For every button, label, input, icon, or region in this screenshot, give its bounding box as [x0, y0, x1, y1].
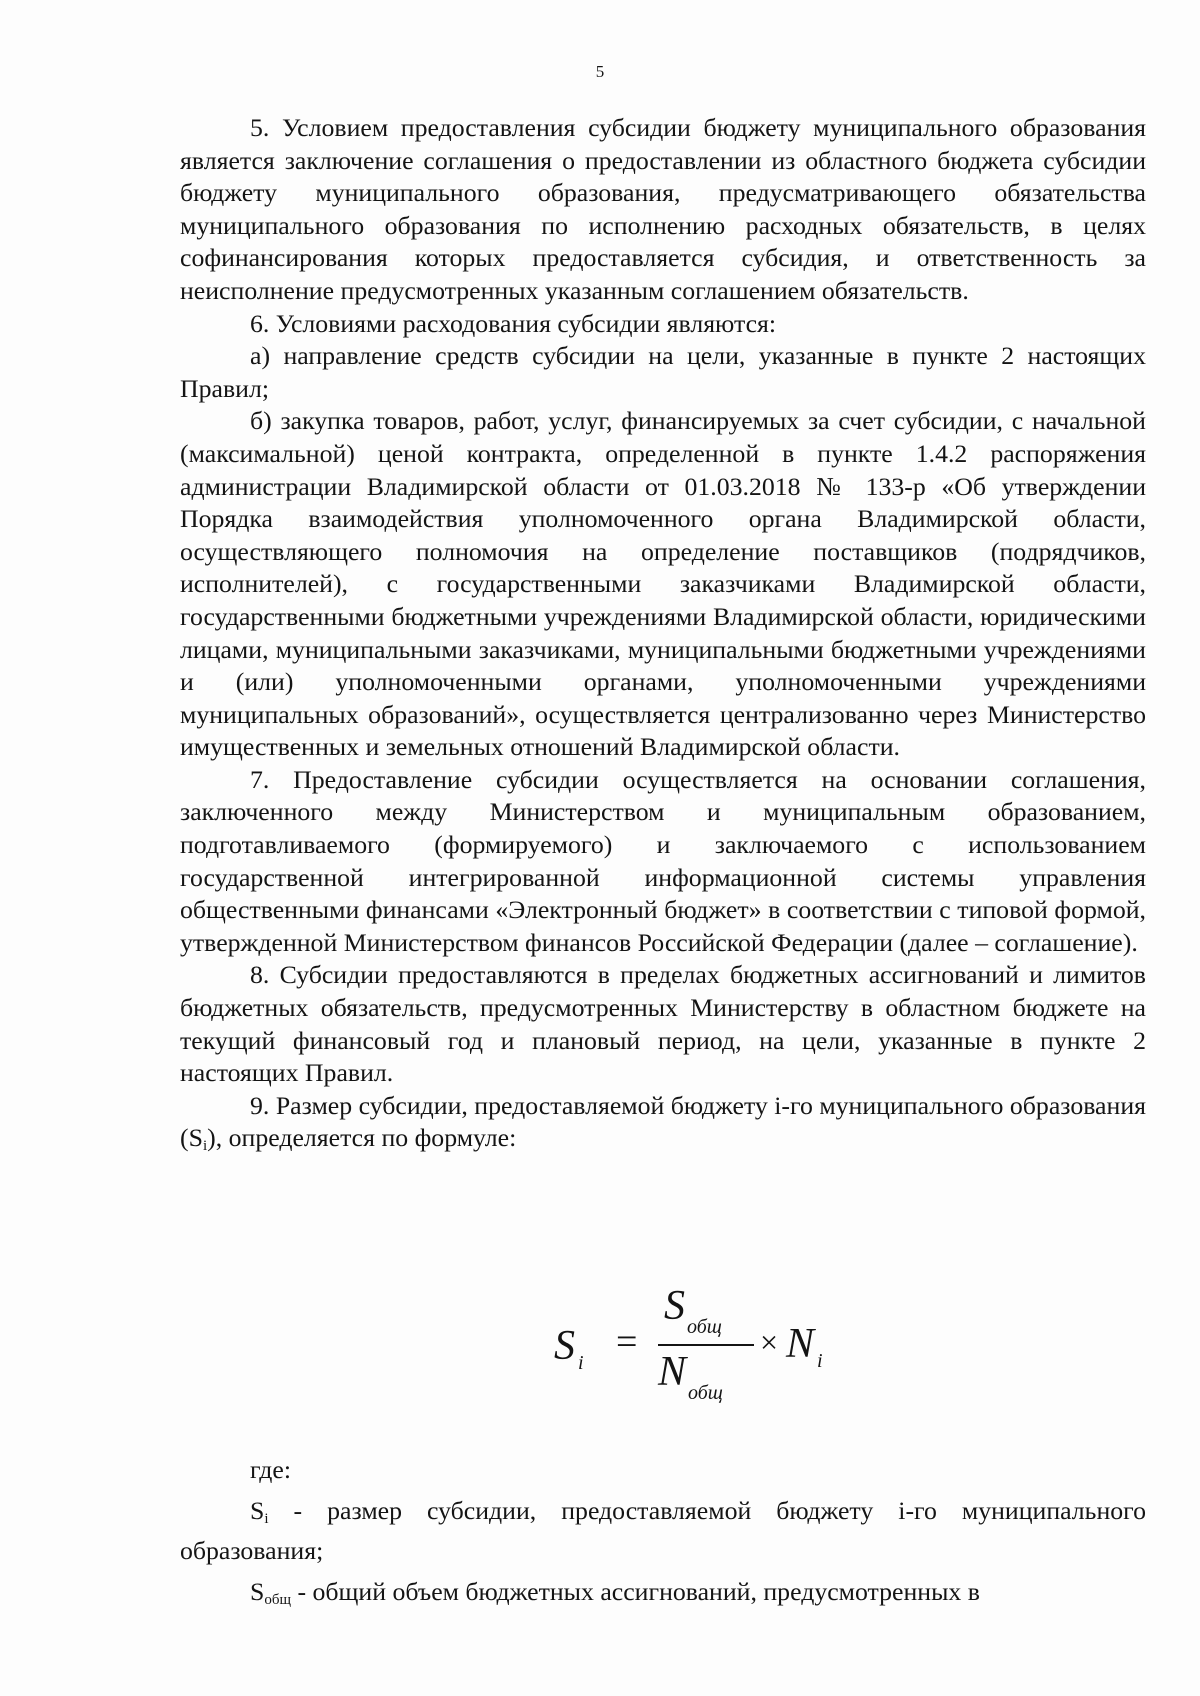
- page-number: 5: [595, 62, 605, 81]
- formula-rhs-subscript: i: [817, 1350, 823, 1372]
- formula-fraction-bar: [658, 1344, 754, 1346]
- definition-si: [180, 1495, 1146, 1568]
- definition-si-text: - размер субсидии, предоставляемой бюджету i-го муниципального образования;: [180, 1495, 1146, 1566]
- formula-numerator-subscript: общ: [687, 1316, 722, 1338]
- formula-times: ×: [760, 1324, 779, 1360]
- formula-denominator: [658, 1348, 723, 1405]
- definition-si-symbol: S: [250, 1495, 265, 1525]
- document-body: [180, 112, 1146, 1163]
- definition-sobsch-subscript: общ: [264, 1591, 292, 1608]
- formula-lhs-subscript: i: [578, 1352, 584, 1374]
- formula-rhs-symbol: N: [786, 1321, 815, 1367]
- paragraph-9-text-before: 9. Размер субсидии, предоставляемой бюджету i-го муниципального образования (S: [180, 1090, 1146, 1153]
- where-label: где:: [250, 1455, 292, 1484]
- paragraph-5: 5. Условием предоставления субсидии бюджету муниципального образования является заключение соглашения о предоставлении из областного бюджета субсидии бюджету муниципального образования, предусматривающего обязательства муниципального образования по исполнению расходных обязательств, в целях софинансирования которых предоставляется субсидия, и ответственность за неисполнение предусмотренных указанным соглашением обязательств.: [180, 113, 1146, 305]
- paragraph-6: 6. Условиями расходования субсидии являются:: [250, 308, 777, 338]
- formula-denominator-subscript: общ: [688, 1382, 723, 1404]
- paragraph-6a: а) направление средств субсидии на цели, указанные в пункте 2 настоящих Правил;: [180, 341, 1146, 403]
- formula-numerator-symbol: S: [664, 1283, 685, 1329]
- formula-rhs: [786, 1320, 823, 1373]
- formula-numerator: [664, 1282, 722, 1339]
- paragraph-7: 7. Предоставление субсидии осуществляется на основании соглашения, заключенного между Министерством и муниципальным образованием, подготавливаемого (формируемого) и заключаемого с использованием государственной интегрированной информационной системы управления общественными финансами «Электронный бюджет» в соответствии с типовой формой, утвержденной Министерством финансов Российской Федерации (далее – соглашение).: [180, 764, 1146, 957]
- formula-denominator-symbol: N: [658, 1349, 687, 1395]
- definition-sobsch-symbol: S: [250, 1576, 265, 1606]
- formula-lhs-symbol: S: [554, 1323, 575, 1369]
- definition-sobsch: [180, 1576, 1146, 1617]
- paragraph-9-text-after: ), определяется по формуле:: [207, 1123, 517, 1153]
- formula-lhs: [554, 1322, 584, 1375]
- paragraph-8: 8. Субсидии предоставляются в пределах бюджетных ассигнований и лимитов бюджетных обязательств, предусмотренных Министерству в областном бюджете на текущий финансовый год и плановый период, на цели, указанные в пункте 2 настоящих Правил.: [180, 960, 1146, 1088]
- definition-si-subscript: i: [264, 1510, 269, 1527]
- paragraph-9: [180, 1090, 1146, 1163]
- paragraph-9-subscript: i: [202, 1138, 208, 1155]
- formula-definitions: [180, 1454, 1146, 1624]
- formula-equals: =: [616, 1321, 638, 1363]
- subsidy-formula: [548, 1283, 823, 1406]
- definition-sobsch-text: - общий объем бюджетных ассигнований, предусмотренных в: [291, 1576, 980, 1606]
- paragraph-6b: б) закупка товаров, работ, услуг, финансируемых за счет субсидии, с начальной (максимальной) ценой контракта, определенной в пункте 1.4.2 распоряжения администрации Владимирской области от 01.03.2018 № 133-р «Об утверждении Порядка взаимодействия уполномоченного органа Владимирской области, осуществляющего полномочия на определение поставщиков (подрядчиков, исполнителей), с государственными заказчиками Владимирской области, государственными бюджетными учреждениями Владимирской области, юридическими лицами, муниципальными заказчиками, муниципальными бюджетными учреждениями и (или) уполномоченными органами, уполномоченными учреждениями муниципальных образований», осуществляется централизованно через Министерство имущественных и земельных отношений Владимирской области.: [180, 406, 1146, 762]
